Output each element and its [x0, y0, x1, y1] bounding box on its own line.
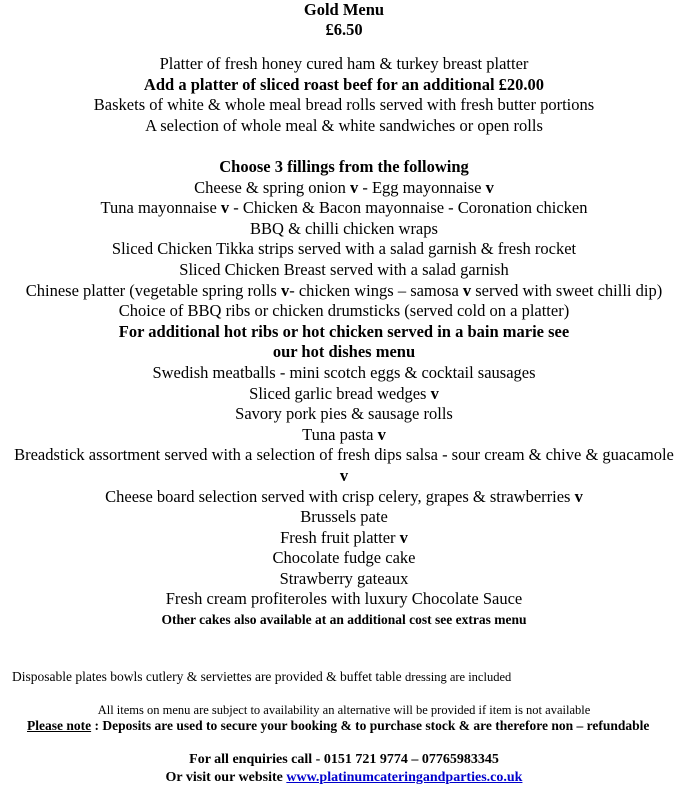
availability-note: All items on menu are subject to availability an alternative will be provided if item is not available — [97, 703, 591, 717]
intro-line: Platter of fresh honey cured ham & turkey breast platter — [159, 54, 529, 73]
menu-text: Sliced garlic bread wedges — [249, 383, 431, 403]
filling-text: Cheese & spring onion — [194, 177, 350, 197]
vegetarian-mark: v — [399, 527, 408, 547]
vegetarian-mark: v — [220, 198, 230, 218]
vegetarian-mark: v — [574, 486, 583, 506]
filling-text: Tuna mayonnaise — [100, 198, 221, 218]
intro-line: A selection of whole meal & white sandwiches or open rolls — [145, 115, 543, 135]
filling-row — [0, 198, 688, 219]
website-line — [0, 770, 688, 786]
intro-line-bold: Add a platter of sliced roast beef for an additional £20.00 — [143, 74, 545, 94]
vegetarian-mark: v — [339, 465, 349, 485]
menu-text: Cheese board selection served with crisp celery, grapes & strawberries — [105, 486, 575, 506]
please-note-label: Please note — [27, 718, 92, 733]
footer-text: dressing are included — [405, 670, 512, 684]
intro-section — [0, 54, 688, 136]
footer-text: Disposable plates bowls cutlery & serviettes are provided & buffet table — [12, 669, 406, 684]
menu-text: Fresh fruit platter — [280, 527, 400, 547]
vegetarian-mark: v — [349, 177, 359, 197]
enquiries-line: For all enquiries call - 0151 721 9774 – 07765983345 — [189, 752, 499, 767]
menu-item: Brussels pate — [300, 507, 388, 527]
menu-text: - chicken wings – samosa — [289, 280, 463, 300]
menu-item — [0, 487, 688, 508]
menu-title: Gold Menu — [303, 0, 385, 19]
disposables-note — [12, 669, 511, 685]
website-link[interactable]: www.platinumcateringandparties.co.uk — [286, 770, 523, 785]
filling-row: Sliced Chicken Tikka strips served with a salad garnish & fresh rocket — [111, 239, 577, 259]
menu-item — [0, 445, 688, 486]
menu-item: Savory pork pies & sausage rolls — [235, 404, 453, 424]
filling-row — [0, 178, 688, 199]
menu-header — [0, 0, 688, 40]
fillings-heading: Choose 3 fillings from the following — [219, 157, 469, 176]
menu-text: Chinese platter (vegetable spring rolls — [25, 280, 281, 300]
menu-item — [0, 528, 688, 549]
menu-item — [0, 425, 688, 446]
filling-text: - Chicken & Bacon mayonnaise - Coronation chicken — [229, 198, 588, 218]
menu-item: Fresh cream profiteroles with luxury Chocolate Sauce — [165, 589, 523, 609]
menu-text: Breadstick assortment served with a selection of fresh dips salsa - sour cream & chive & guacamole — [14, 445, 674, 465]
vegetarian-mark: v — [485, 177, 494, 197]
filling-row: BBQ & chilli chicken wraps — [250, 218, 438, 238]
filling-text: - Egg mayonnaise — [358, 177, 486, 197]
hot-dishes-note: For additional hot ribs or hot chicken served in a bain marie see — [118, 321, 570, 341]
vegetarian-mark: v — [280, 280, 290, 300]
vegetarian-mark: v — [462, 280, 472, 300]
menu-text: served with sweet chilli dip) — [471, 280, 663, 300]
intro-line: Baskets of white & whole meal bread rolls served with fresh butter portions — [93, 95, 595, 115]
deposit-note — [27, 718, 649, 734]
hot-dishes-note: our hot dishes menu — [272, 342, 416, 362]
menu-price: £6.50 — [325, 20, 363, 39]
website-prefix: Or visit our website — [165, 770, 287, 785]
menu-item: Chocolate fudge cake — [272, 548, 416, 568]
deposit-text: : Deposits are used to secure your booking & to purchase stock & are therefore non – refundable — [91, 718, 650, 733]
menu-item — [0, 384, 688, 405]
menu-item: Swedish meatballs - mini scotch eggs & cocktail sausages — [152, 362, 536, 382]
vegetarian-mark: v — [377, 424, 386, 444]
vegetarian-mark: v — [430, 383, 439, 403]
fillings-section — [0, 157, 688, 630]
menu-text: Tuna pasta — [302, 424, 378, 444]
filling-row: Sliced Chicken Breast served with a salad garnish — [179, 259, 509, 279]
chinese-platter — [0, 281, 688, 302]
other-cakes-note: Other cakes also available at an additional cost see extras menu — [161, 612, 527, 628]
menu-item: Strawberry gateaux — [279, 568, 409, 588]
menu-item: Choice of BBQ ribs or chicken drumsticks (served cold on a platter) — [118, 301, 570, 321]
